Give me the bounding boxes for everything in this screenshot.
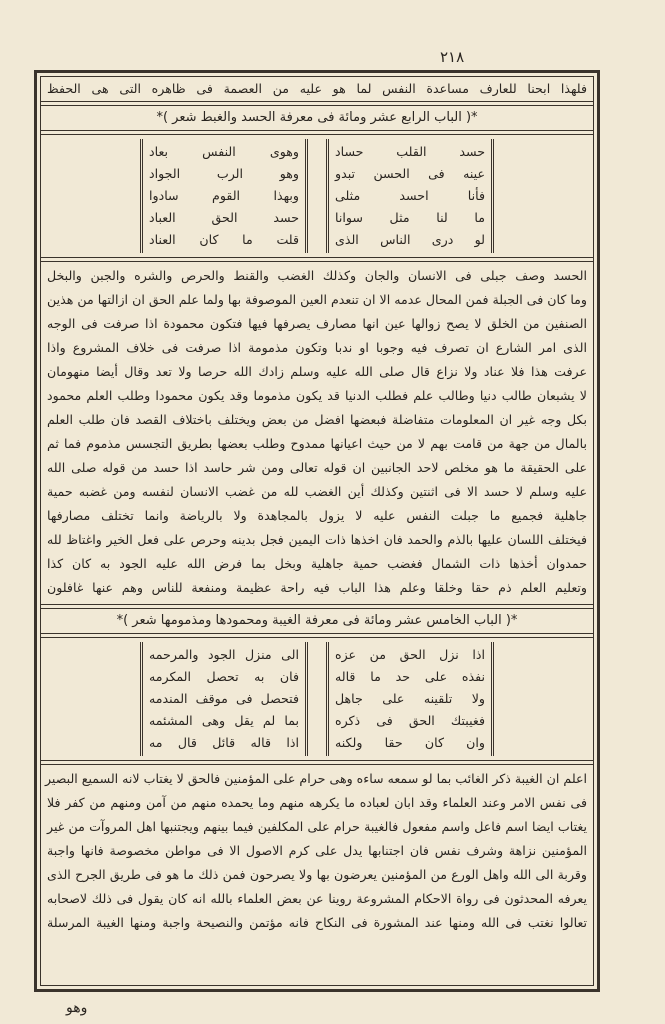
poem-line: اذا قاله قائل قال مه — [149, 735, 299, 750]
chapter-114-poem — [41, 135, 593, 257]
poem-column-right — [326, 139, 494, 253]
text-line: عرفت هذا فلا عناد ولا نزاع قال صلى الله عليه وسلم زادك الله حرصا ولا تعد وقال أيضا منهومان — [47, 364, 587, 379]
poem-line: وهوى النفس بعاد — [149, 144, 299, 159]
text-line: وتعليم العلم ذم حقا وخلقا وعلم هذا الباب فيه راحة عظيمة ومنفعة للناس وهم عنها غافلون — [47, 580, 587, 595]
text-line: الصنفين من الخلق لا يصح زوالها عين انها مصارف يصرفها فيها فتكون محمودة اذا صرفت فى الوجه — [47, 316, 587, 331]
text-line: فيختلف اللسان عليها بالذم والحمد فان اخذها ذات اليمين فجل بدينه وحرص على فعل الخير واغتاظ لله — [47, 532, 587, 547]
poem-line: وان كان حقا ولكنه — [335, 735, 485, 750]
text-line: وقربة الى الله واهل الورع من المؤمنين يعرضون بها ولا يصرحون فمن ذلك ما هو فى طريق الجرح الذى — [47, 867, 587, 882]
poem-line: حسد الحق العباد — [149, 210, 299, 225]
text-line: يعرفه المحدثون فى رواة الاحكام المشروعة روينا عن بعض العلماء بالله انه كان يقول فى ذلك لاصحابه — [47, 891, 587, 906]
poem-line: قلت ما كان العناد — [149, 232, 299, 247]
poem-line: فان به تحصل المكرمه — [149, 669, 299, 684]
opening-line: فلهذا ابحنا للعارف مساعدة النفس لما هو عليه من العصمة فى ظاهره التى هى الحفظ — [47, 81, 587, 96]
text-frame — [34, 70, 600, 992]
text-line: الحسد وصف جبلى فى الانسان والجان وكذلك الغضب والقنط والحرص والشره والجبن والبخل — [47, 268, 587, 283]
page-number: ٢١٨ — [440, 48, 465, 66]
poem-line: وبهذا القوم سادوا — [149, 188, 299, 203]
text-line: اعلم ان الغيبة ذكر الغائب بما لو سمعه ساءه وهى حرام على المؤمنين فالحق لا يغتاب لانه السميع البصير — [44, 771, 587, 786]
poem-line: ما لنا مثل سوانا — [335, 210, 485, 225]
text-line: وما كان فى الجبلة فمن المحال عدمه الا ان تنعدم العين الموصوفة بها ولما علم الحق ان ازالتها من هذين — [47, 292, 587, 307]
chapter-114-prose — [41, 262, 593, 604]
poem-line: فتحصل فى موقف المندمه — [149, 691, 299, 706]
catchword: وهو — [66, 1000, 88, 1016]
poem-line: ولا تلقينه على جاهل — [335, 691, 485, 706]
text-line: جاهلية فجميع ما جبلت النفس عليه لا يزول بالمجاهدة ولا بالرياضة وانما تختلف مصارفها — [47, 508, 587, 523]
poem-column-left — [140, 642, 308, 756]
text-line: بالمال من جهة من قامت بهم لا من حيث اعيانها ممدوح وطلب بعضها بطريق التجسس مذموم فما ثم — [47, 436, 587, 451]
text-line: على الحقيقة ما هو مخلص لاحد الجانبين ان قوله تعالى ومن شر حاسد اذا حسد من قوله صلى الله — [47, 460, 587, 475]
poem-line: اذا نزل الحق من عزه — [335, 647, 485, 662]
poem-line: حسد القلب حساد — [335, 144, 485, 159]
poem-line: نفذه على حد ما قاله — [335, 669, 485, 684]
poem-line: فغيبتك الحق فى ذكره — [335, 713, 485, 728]
poem-column-right — [326, 642, 494, 756]
text-line: الذى امر الشارع ان تصرف فيه وجوبا او ندبا وتكون مذمومة اذا صرفت فى خلاف المشروع واذا — [47, 340, 587, 355]
poem-line: بما لم يقل وهى المشئمه — [149, 713, 299, 728]
text-block — [40, 76, 594, 986]
text-line: حمدوان أخذها ذات الشمال فغضب حمية جاهلية وبخل بما فرض الله عليه الجود به كان كذا — [47, 556, 587, 571]
poem-line: عينه فى الحسن تبدو — [335, 166, 485, 181]
text-line: تعالوا نغتب فى الله ومنها عند المشورة فى النكاح فانه مؤتمن والنصيحة واجبة ومنها الغيبة المرسلة — [47, 915, 587, 930]
poem-line: الى منزل الجود والمرحمه — [149, 647, 299, 662]
chapter-114-title: *( الباب الرابع عشر ومائة فى معرفة الحسد والغبط شعر )* — [156, 110, 478, 125]
poem-line: فأنا احسد مثلى — [335, 188, 485, 203]
poem-column-left — [140, 139, 308, 253]
chapter-115-title: *( الباب الخامس عشر ومائة فى معرفة الغيبة ومحمودها ومذمومها شعر )* — [116, 613, 518, 628]
text-line: المؤمنين نزاهة وشرف نفس فان اجتنابها يدل على كرم الاصول الا فى مواطن مخصوصة فانها واجبة — [47, 843, 587, 858]
text-line: فى نفس الامر وعند العلماء وقد ابان لعباده ما يكرهه منهم وما يحمده منهم من آمن ومنهم من كفر فلا — [47, 795, 587, 810]
chapter-115-prose — [41, 765, 593, 937]
text-line: بكل وجه غير ان المعلومات متفاضلة فبعضها افضل من بعض ويختلف باختلاف القصد فان طلب العلم — [47, 412, 587, 427]
text-line: لا يشبعان طالب دنيا وطالب علم فطلب الدنيا قد يكون مذموما وقد يكون محمودا وطلب العلم محمود — [47, 388, 587, 403]
poem-line: وهو الرب الجواد — [149, 166, 299, 181]
text-line: يغتاب ايضا اسم فاعل واسم مفعول فالغيبة حرام على المكلفين فيما بينهم ويجتنبها اهل المروآت من غير — [47, 819, 587, 834]
chapter-115-poem — [41, 638, 593, 760]
poem-line: لو درى الناس الذى — [335, 232, 485, 247]
text-line: عليه وسلم لا حسد الا فى اثنتين وكذلك أين الغضب لله من غضب الانسان لنفسه ومن غضبه حمية — [47, 484, 587, 499]
